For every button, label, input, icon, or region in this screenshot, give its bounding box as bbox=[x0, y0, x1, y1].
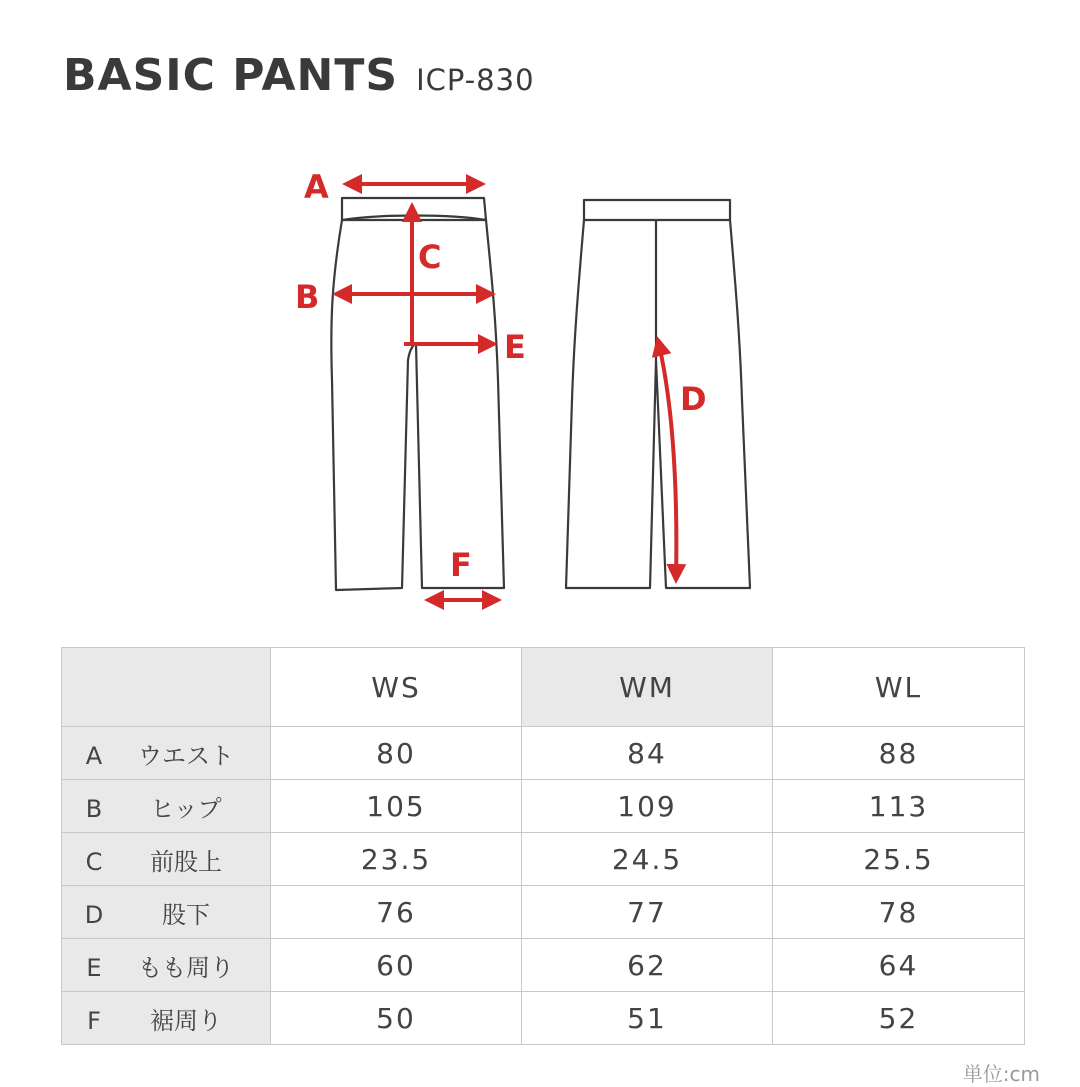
unit-note: 単位:cm bbox=[962, 1062, 1040, 1086]
measurement-arrows bbox=[336, 184, 676, 600]
row-label: E もも周り bbox=[62, 939, 271, 992]
header-size-ws: WS bbox=[271, 648, 522, 727]
cell-value: 113 bbox=[773, 780, 1025, 833]
cell-value: 23.5 bbox=[271, 833, 522, 886]
header-size-wl: WL bbox=[773, 648, 1025, 727]
cell-value: 51 bbox=[522, 992, 773, 1045]
label-f: F bbox=[450, 546, 472, 584]
table-row bbox=[62, 886, 1025, 939]
cell-value: 84 bbox=[522, 727, 773, 780]
product-code: ICP-830 bbox=[416, 63, 535, 97]
header-size-wm: WM bbox=[522, 648, 773, 727]
cell-value: 88 bbox=[773, 727, 1025, 780]
label-b: B bbox=[295, 278, 320, 316]
row-label: B ヒップ bbox=[62, 780, 271, 833]
cell-value: 80 bbox=[271, 727, 522, 780]
cell-value: 60 bbox=[271, 939, 522, 992]
label-d: D bbox=[680, 380, 707, 418]
table-row bbox=[62, 780, 1025, 833]
cell-value: 64 bbox=[773, 939, 1025, 992]
header-corner bbox=[62, 648, 271, 727]
table-row bbox=[62, 992, 1025, 1045]
size-table-header bbox=[62, 648, 1025, 727]
label-a: A bbox=[304, 168, 329, 206]
row-label: D 股下 bbox=[62, 886, 271, 939]
label-c: C bbox=[418, 238, 442, 276]
table-row bbox=[62, 833, 1025, 886]
cell-value: 50 bbox=[271, 992, 522, 1045]
table-row bbox=[62, 939, 1025, 992]
cell-value: 109 bbox=[522, 780, 773, 833]
row-label: C 前股上 bbox=[62, 833, 271, 886]
label-e: E bbox=[504, 328, 526, 366]
row-label: A ウエスト bbox=[62, 727, 271, 780]
row-label: F 裾周り bbox=[62, 992, 271, 1045]
cell-value: 105 bbox=[271, 780, 522, 833]
cell-value: 62 bbox=[522, 939, 773, 992]
cell-value: 25.5 bbox=[773, 833, 1025, 886]
table-row bbox=[62, 727, 1025, 780]
size-table bbox=[61, 647, 1025, 1045]
cell-value: 76 bbox=[271, 886, 522, 939]
page-title: BASIC PANTS bbox=[63, 50, 399, 101]
back-pants-outline bbox=[566, 200, 750, 588]
cell-value: 78 bbox=[773, 886, 1025, 939]
cell-value: 52 bbox=[773, 992, 1025, 1045]
cell-value: 24.5 bbox=[522, 833, 773, 886]
cell-value: 77 bbox=[522, 886, 773, 939]
